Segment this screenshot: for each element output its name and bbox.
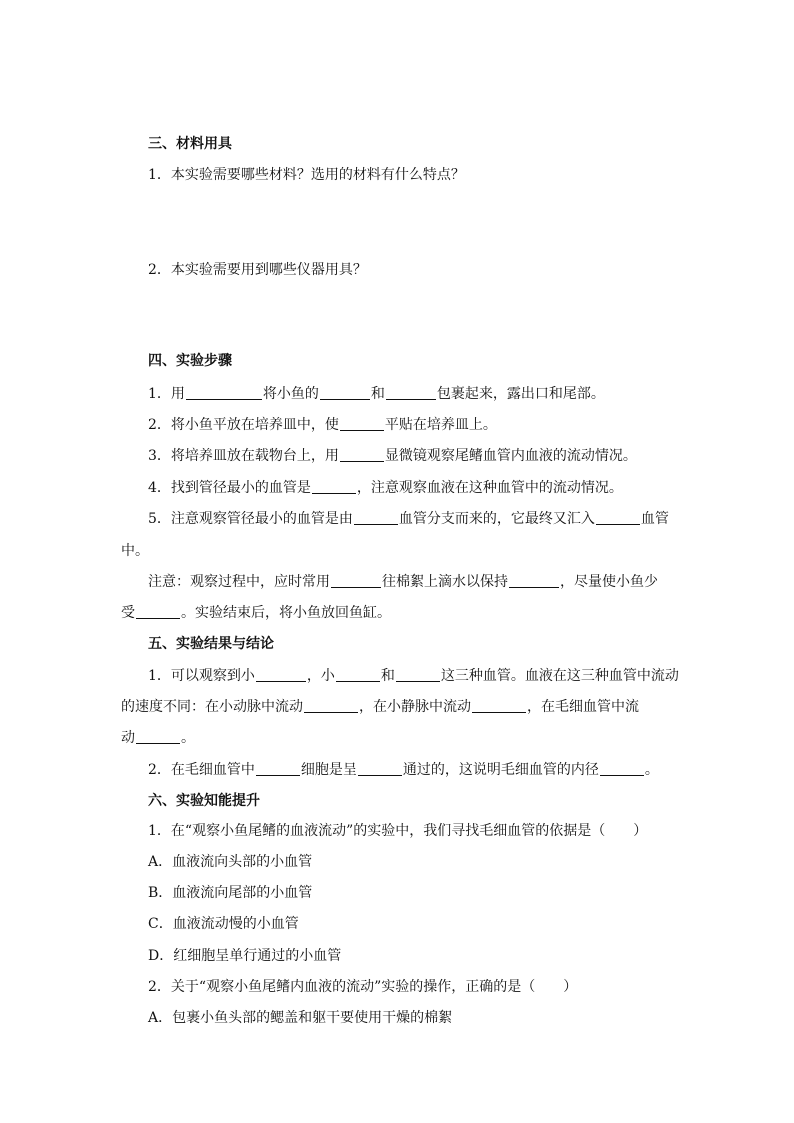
section-heading-materials: 三、材料用具 [148, 136, 232, 152]
practice-question-1: 1．在“观察小鱼尾鳍的血液流动”的实验中，我们寻找毛细血管的依据是（ ） [148, 823, 648, 839]
answer-blank[interactable] [596, 510, 640, 525]
question-1-option-d[interactable]: D．红细胞呈单行通过的小血管 [148, 948, 342, 964]
result-1-line-2: 的速度不同：在小动脉中流动 ，在小静脉中流动 ，在毛细血管中流 [121, 699, 639, 715]
step-5: 5．注意观察管径最小的血管是由 血管分支而来的，它最终又汇入 血管 [148, 511, 669, 527]
question-instruments: 2．本实验需要用到哪些仪器用具？ [148, 262, 367, 278]
question-1-option-c[interactable]: C．血液流动慢的小血管 [148, 916, 299, 932]
section-heading-practice: 六、实验知能提升 [148, 793, 260, 809]
question-materials: 1．本实验需要哪些材料？选用的材料有什么特点？ [148, 167, 465, 183]
result-2: 2．在毛细血管中 细胞是呈 通过的，这说明毛细血管的内径 。 [148, 762, 659, 778]
answer-blank[interactable] [472, 698, 526, 713]
answer-blank[interactable] [340, 447, 384, 462]
answer-blank[interactable] [312, 479, 356, 494]
result-1-line-1: 1．可以观察到小 ，小 和 这三种血管。血液在这三种血管中流动 [148, 668, 679, 684]
step-5-continued: 中。 [121, 543, 149, 559]
answer-blank[interactable] [509, 573, 559, 588]
answer-blank[interactable] [320, 385, 370, 400]
step-3: 3．将培养皿放在载物台上，用 显微镜观察尾鳍血管内血液的流动情况。 [148, 448, 637, 464]
note-line-1: 注意：观察过程中，应时常用 往棉絮上滴水以保持 ，尽量使小鱼少 [148, 574, 658, 590]
step-4: 4．找到管径最小的血管是 ，注意观察血液在这种血管中的流动情况。 [148, 480, 623, 496]
answer-blank[interactable] [136, 729, 180, 744]
answer-blank[interactable] [396, 667, 440, 682]
answer-blank[interactable] [136, 604, 180, 619]
note-line-2: 受 。实验结束后，将小鱼放回鱼缸。 [121, 605, 391, 621]
answer-blank[interactable] [354, 510, 398, 525]
answer-blank[interactable] [304, 698, 358, 713]
answer-blank[interactable] [386, 385, 436, 400]
answer-blank[interactable] [256, 761, 300, 776]
answer-blank[interactable] [340, 416, 384, 431]
question-1-option-b[interactable]: B．血液流向尾部的小血管 [148, 885, 313, 901]
result-1-line-3: 动 。 [121, 730, 195, 746]
step-1: 1．用 将小鱼的 和 包裹起来，露出口和尾部。 [148, 386, 605, 402]
step-2: 2．将小鱼平放在培养皿中，使 平贴在培养皿上。 [148, 417, 497, 433]
answer-blank[interactable] [331, 573, 381, 588]
answer-blank[interactable] [186, 385, 262, 400]
answer-blank[interactable] [336, 667, 380, 682]
question-2-option-a[interactable]: A．包裹小鱼头部的鳃盖和躯干要使用干燥的棉絮 [148, 1010, 453, 1026]
section-heading-results: 五、实验结果与结论 [148, 636, 274, 652]
section-heading-steps: 四、实验步骤 [148, 353, 232, 369]
practice-question-2: 2．关于“观察小鱼尾鳍内血液的流动”实验的操作，正确的是（ ） [148, 979, 578, 995]
answer-blank[interactable] [256, 667, 306, 682]
question-1-option-a[interactable]: A．血液流向头部的小血管 [148, 854, 313, 870]
answer-blank[interactable] [358, 761, 402, 776]
answer-blank[interactable] [600, 761, 644, 776]
